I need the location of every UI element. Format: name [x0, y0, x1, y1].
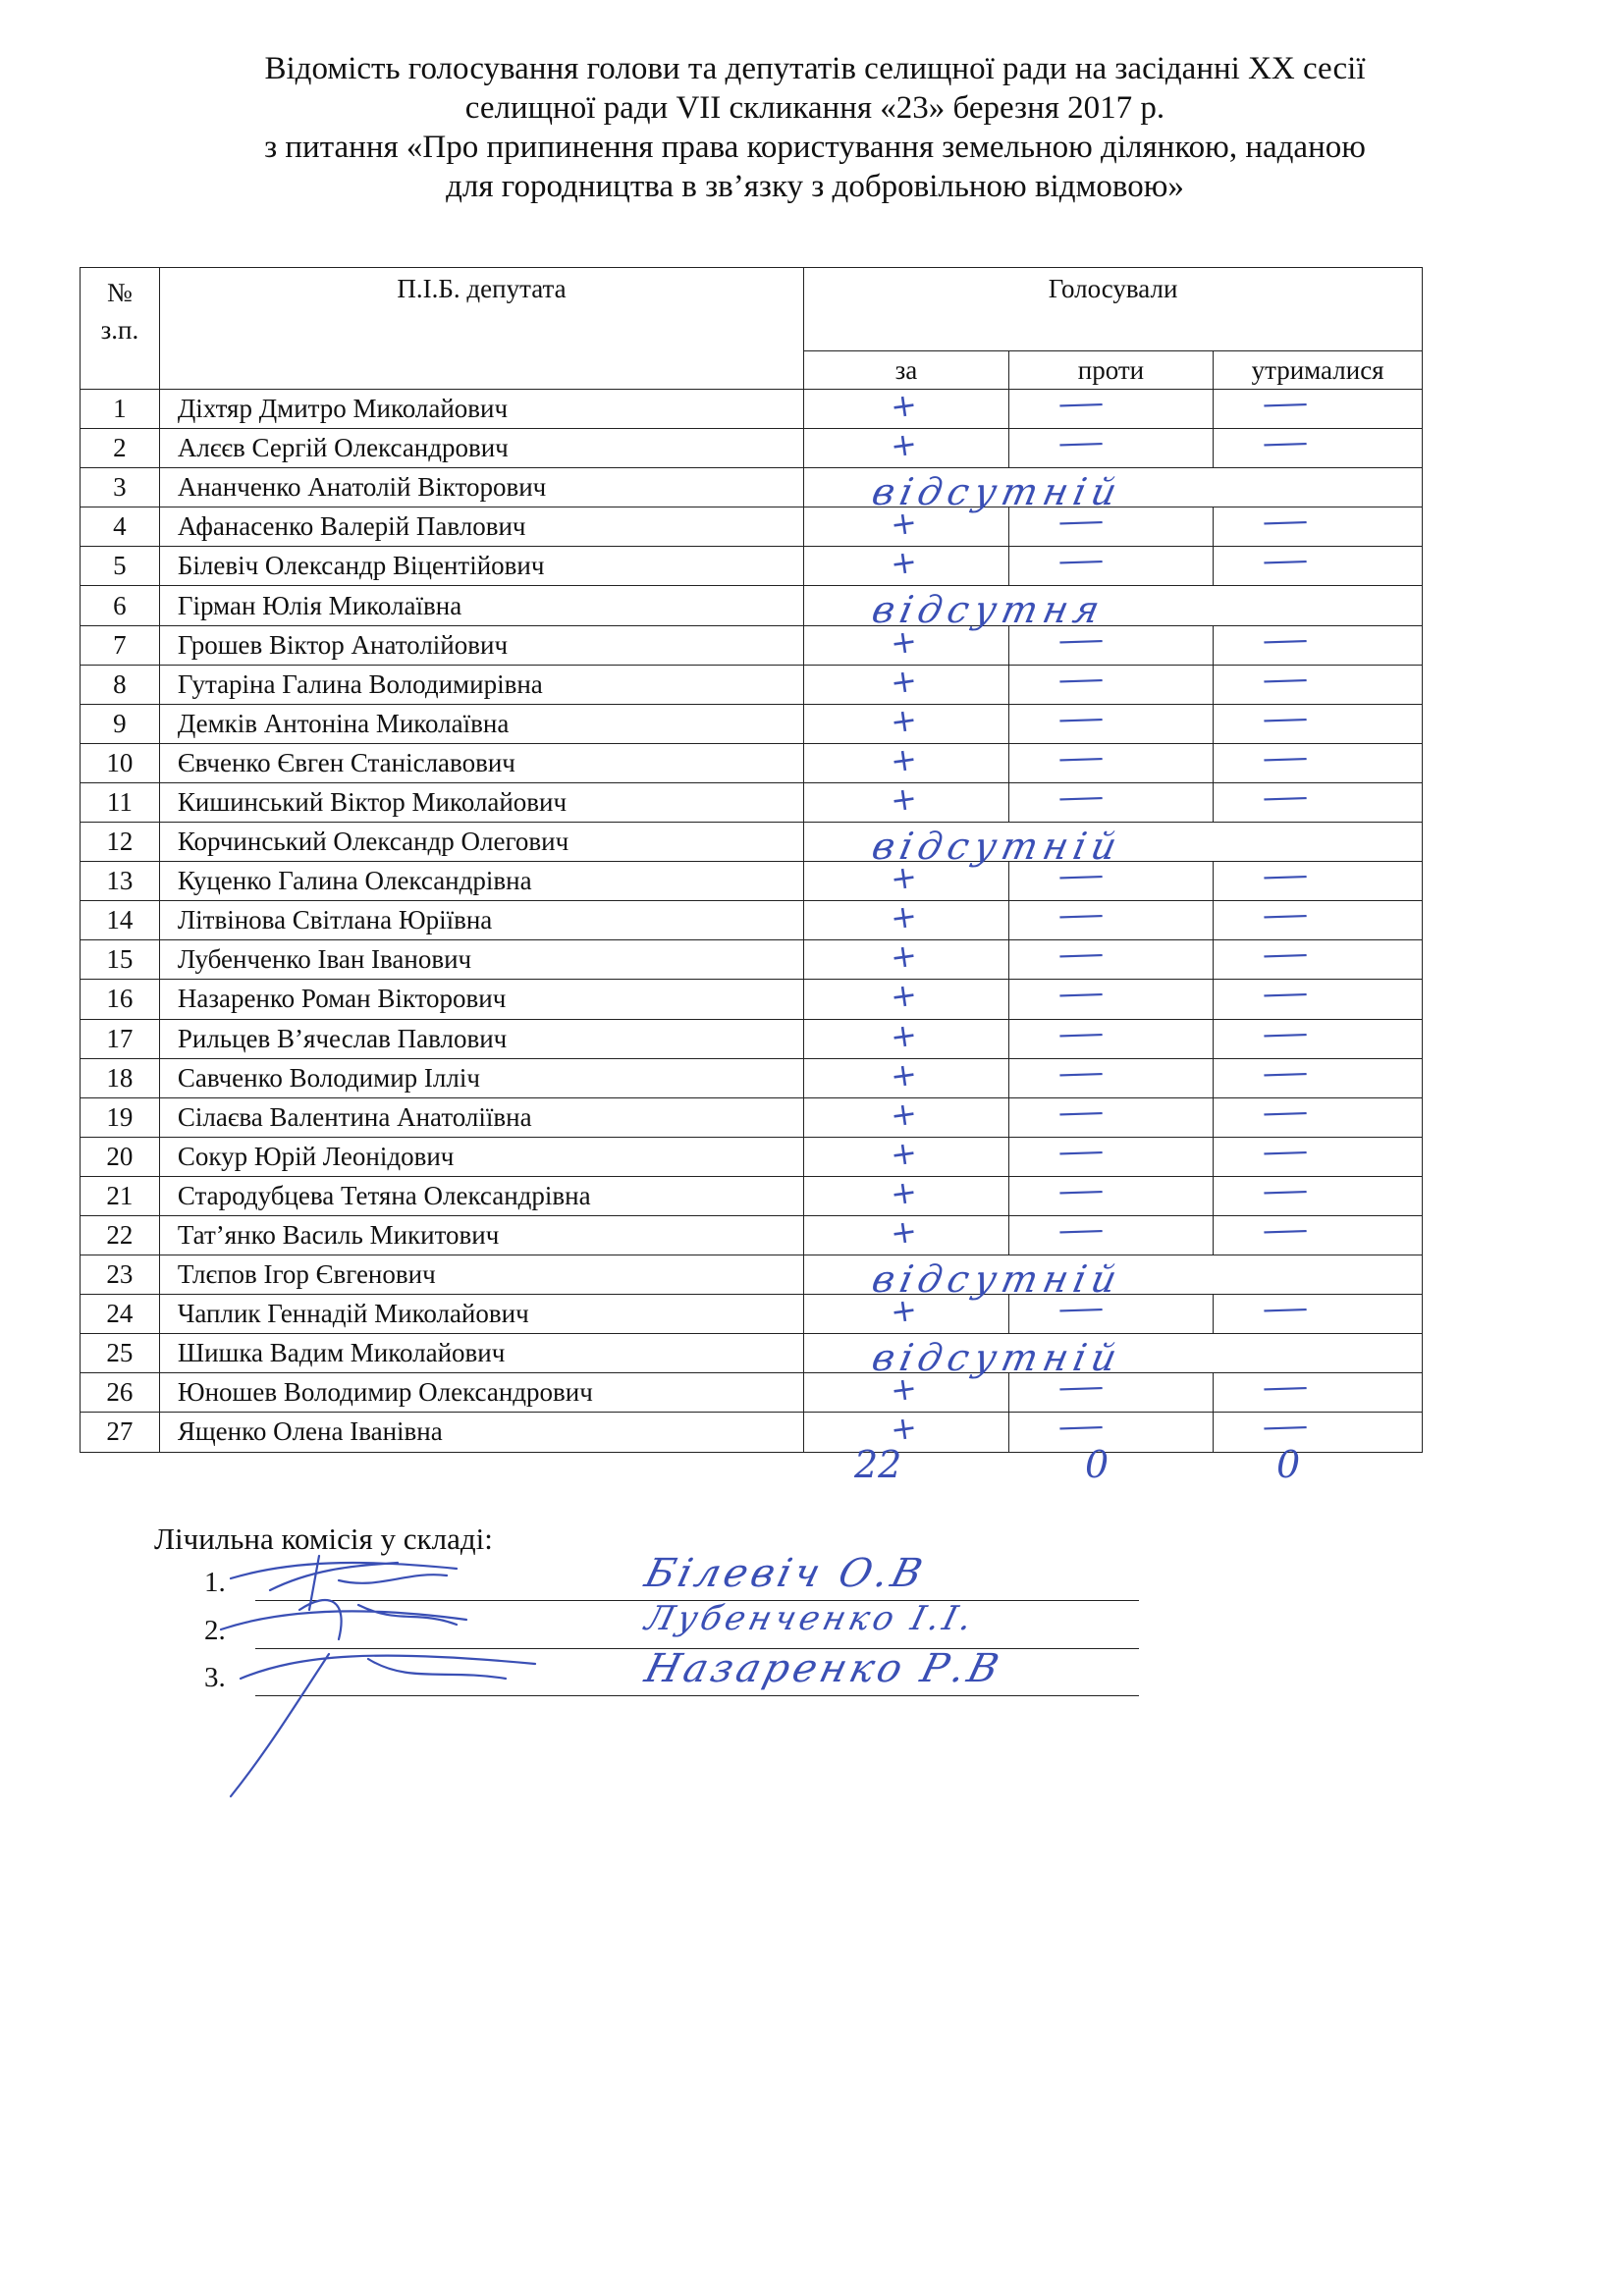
deputy-name: Білевіч Олександр Віцентійович [159, 547, 803, 586]
deputy-name: Афанасенко Валерій Павлович [159, 507, 803, 547]
vote-for-cell [804, 739, 1008, 782]
vote-abstained-cell [1214, 1015, 1423, 1058]
absent-mark: відсутній [868, 825, 1127, 869]
header-for: за [804, 351, 1008, 390]
table-row [81, 1176, 1423, 1215]
deputy-name: Шишка Вадим Миколайович [159, 1334, 803, 1373]
vote-against-mark: — [1056, 661, 1107, 698]
row-number: 20 [81, 1137, 160, 1176]
vote-abstained-cell [1214, 897, 1423, 940]
title-line-4: для городництва в зв’язку з добровільною відмовою» [446, 169, 1184, 204]
member-handwritten-name: Лубенченко І.І. [641, 1599, 981, 1638]
vote-for-cell [804, 935, 1008, 980]
vote-against-mark: — [1056, 386, 1107, 422]
table-row [81, 625, 1423, 665]
absent-cell [804, 823, 1423, 869]
table-row [81, 429, 1423, 468]
vote-for-cell [804, 1094, 1008, 1137]
vote-abstained-cell [1214, 1134, 1423, 1176]
header-abstained: утрималися [1214, 351, 1423, 390]
vote-against-mark: — [1056, 1015, 1107, 1052]
table-row [81, 1058, 1423, 1097]
row-number: 24 [81, 1295, 160, 1334]
vote-against-cell [1008, 425, 1214, 468]
row-number: 8 [81, 665, 160, 704]
vote-for-mark: + [888, 424, 920, 465]
deputy-name: Літвінова Світлана Юріївна [159, 901, 803, 940]
absent-cell [804, 1255, 1423, 1302]
vote-for-mark: + [888, 542, 920, 584]
vote-for-mark: + [888, 1290, 920, 1331]
table-row [81, 782, 1423, 822]
header-name: П.І.Б. депутата [159, 268, 803, 390]
table-row [81, 665, 1423, 704]
row-number: 16 [81, 980, 160, 1019]
vote-against-cell [1008, 1369, 1214, 1413]
row-number: 27 [81, 1413, 160, 1452]
vote-for-mark: + [888, 700, 920, 741]
vote-against-mark: — [1056, 897, 1107, 934]
row-number: 12 [81, 823, 160, 862]
vote-against-cell [1008, 700, 1214, 743]
deputy-name: Кишинський Віктор Миколайович [159, 782, 803, 822]
header-against: проти [1008, 351, 1214, 390]
row-number: 22 [81, 1215, 160, 1255]
table-body [81, 385, 1423, 1453]
member-handwritten-name: Назаренко Р.В [640, 1646, 1007, 1691]
vote-abstained-mark: — [1260, 1173, 1311, 1209]
deputy-name: Тат’янко Василь Микитович [159, 1215, 803, 1255]
vote-for-mark: + [888, 1408, 920, 1450]
vote-for-cell [804, 700, 1008, 743]
table-row [81, 1215, 1423, 1255]
vote-for-cell [804, 1408, 1008, 1452]
table-row [81, 901, 1423, 940]
signature-stroke-2 [221, 1600, 466, 1639]
vote-against-cell [1008, 858, 1214, 901]
row-number: 10 [81, 743, 160, 782]
vote-abstained-mark: — [1260, 1015, 1311, 1052]
row-number: 15 [81, 940, 160, 980]
vote-against-cell [1008, 1094, 1214, 1137]
vote-for-cell [804, 1368, 1008, 1413]
vote-for-cell [804, 975, 1008, 1019]
signature-stroke-1 [231, 1556, 457, 1610]
vote-abstained-cell [1214, 621, 1423, 665]
row-number: 4 [81, 507, 160, 547]
vote-for-cell [804, 385, 1008, 429]
vote-against-mark: — [1056, 504, 1107, 541]
vote-against-mark: — [1056, 858, 1107, 894]
row-number: 19 [81, 1097, 160, 1137]
vote-abstained-mark: — [1260, 976, 1311, 1013]
table-row [81, 940, 1423, 980]
row-number: 23 [81, 1255, 160, 1295]
row-number: 11 [81, 782, 160, 822]
row-number: 7 [81, 625, 160, 665]
table-row [81, 1097, 1423, 1137]
deputy-name: Гірман Юлія Миколаївна [159, 586, 803, 625]
table-row [81, 823, 1423, 862]
vote-for-mark: + [888, 1172, 920, 1213]
vote-for-mark: + [888, 1053, 920, 1095]
vote-abstained-mark: — [1260, 897, 1311, 934]
title-line-3: з питання «Про припинення права користування земельною ділянкою, наданою [264, 130, 1366, 165]
table-row [81, 547, 1423, 586]
vote-abstained-cell [1214, 386, 1423, 429]
vote-for-cell [804, 857, 1008, 901]
table-row [81, 1295, 1423, 1334]
vote-for-mark: + [888, 1368, 920, 1411]
vote-against-mark: — [1056, 936, 1107, 974]
vote-for-mark: + [888, 503, 920, 544]
vote-against-cell [1008, 976, 1214, 1019]
row-number: 2 [81, 429, 160, 468]
header-number [81, 268, 160, 390]
vote-abstained-mark: — [1260, 700, 1311, 737]
vote-abstained-cell [1214, 1212, 1423, 1255]
deputy-name: Куценко Галина Олександрівна [159, 862, 803, 901]
vote-for-mark: + [888, 620, 920, 663]
vote-for-cell [804, 778, 1008, 822]
absent-mark: відсутня [868, 588, 1110, 632]
vote-abstained-mark: — [1260, 425, 1311, 461]
vote-abstained-mark: — [1260, 936, 1311, 974]
vote-against-mark: — [1056, 740, 1107, 776]
table-row [81, 390, 1423, 429]
deputy-name: Сілаєва Валентина Анатоліївна [159, 1097, 803, 1137]
vote-abstained-cell [1214, 1409, 1423, 1452]
vote-abstained-mark: — [1260, 1054, 1311, 1092]
vote-against-mark: — [1056, 1094, 1107, 1131]
absent-mark: відсутній [868, 1336, 1127, 1380]
row-number: 17 [81, 1019, 160, 1058]
absent-cell [804, 586, 1423, 632]
vote-abstained-cell [1214, 936, 1423, 980]
vote-abstained-mark: — [1260, 661, 1311, 698]
vote-against-mark: — [1056, 976, 1107, 1013]
deputy-name: Корчинський Олександр Олегович [159, 823, 803, 862]
vote-abstained-cell [1214, 1054, 1423, 1097]
vote-abstained-cell [1214, 504, 1423, 547]
vote-for-cell [804, 660, 1008, 704]
deputy-name: Ященко Олена Іванівна [159, 1413, 803, 1452]
title-line-1: Відомість голосування голови та депутатів селищної ради на засіданні XX сесії [264, 51, 1366, 86]
deputy-name: Юношев Володимир Олександрович [159, 1373, 803, 1413]
deputy-name: Алєєв Сергій Олександрович [159, 429, 803, 468]
total-for: 22 [854, 1443, 902, 1486]
absent-mark: відсутній [868, 470, 1127, 514]
vote-abstained-cell [1214, 858, 1423, 901]
vote-against-mark: — [1056, 1134, 1107, 1170]
vote-abstained-mark: — [1260, 504, 1311, 541]
vote-against-cell [1008, 661, 1214, 704]
header-voted: Голосували [804, 268, 1423, 351]
vote-against-mark: — [1056, 1054, 1107, 1092]
vote-against-mark: — [1056, 1212, 1107, 1249]
vote-abstained-mark: — [1260, 1212, 1311, 1249]
vote-for-cell [804, 1133, 1008, 1176]
vote-abstained-cell [1214, 425, 1423, 468]
vote-abstained-cell [1214, 661, 1423, 704]
vote-abstained-cell [1214, 740, 1423, 782]
vote-against-mark: — [1056, 1291, 1107, 1327]
vote-for-mark: + [888, 896, 920, 937]
member-number: 3. [204, 1662, 226, 1693]
table-row [81, 862, 1423, 901]
vote-abstained-mark: — [1260, 1134, 1311, 1170]
deputy-name: Гутаріна Галина Володимирівна [159, 665, 803, 704]
row-number: 26 [81, 1373, 160, 1413]
member-handwritten-name: Білевіч О.В [640, 1551, 931, 1596]
vote-against-cell [1008, 897, 1214, 940]
vote-against-mark: — [1056, 1409, 1107, 1446]
row-number: 14 [81, 901, 160, 940]
vote-against-cell [1008, 621, 1214, 665]
row-number: 18 [81, 1058, 160, 1097]
deputy-name: Тлєпов Ігор Євгенович [159, 1255, 803, 1295]
vote-against-mark: — [1056, 1173, 1107, 1209]
table-row [81, 1413, 1423, 1452]
row-number: 5 [81, 547, 160, 586]
vote-against-mark: — [1056, 425, 1107, 461]
vote-for-mark: + [888, 385, 920, 426]
vote-against-cell [1008, 543, 1214, 586]
deputy-name: Савченко Володимир Ілліч [159, 1058, 803, 1097]
vote-abstained-cell [1214, 1094, 1423, 1137]
header-number-line1: № [107, 278, 133, 307]
vote-against-mark: — [1056, 700, 1107, 737]
vote-against-cell [1008, 504, 1214, 547]
row-number: 1 [81, 390, 160, 429]
vote-abstained-cell [1214, 700, 1423, 743]
vote-abstained-mark: — [1260, 740, 1311, 776]
table-row [81, 1334, 1423, 1373]
vote-against-cell [1008, 1291, 1214, 1334]
member-number: 2. [204, 1615, 226, 1646]
vote-abstained-mark: — [1260, 858, 1311, 894]
deputy-name: Діхтяр Дмитро Миколайович [159, 390, 803, 429]
row-number: 3 [81, 468, 160, 507]
vote-abstained-cell [1214, 1369, 1423, 1413]
vote-against-cell [1008, 1015, 1214, 1058]
vote-for-cell [804, 1053, 1008, 1097]
vote-against-cell [1008, 1054, 1214, 1097]
vote-against-mark: — [1056, 621, 1107, 659]
document-title [118, 49, 1512, 206]
vote-abstained-mark: — [1260, 1369, 1311, 1407]
deputy-name: Лубенченко Іван Іванович [159, 940, 803, 980]
deputy-name: Демків Антоніна Миколаївна [159, 704, 803, 743]
vote-for-mark: + [888, 1133, 920, 1174]
vote-abstained-cell [1214, 976, 1423, 1019]
vote-against-cell [1008, 386, 1214, 429]
absent-mark: відсутній [868, 1257, 1127, 1302]
vote-for-cell [804, 1211, 1008, 1255]
vote-against-cell [1008, 1134, 1214, 1176]
deputy-name: Сокур Юрій Леонідович [159, 1137, 803, 1176]
deputy-name: Стародубцева Тетяна Олександрівна [159, 1176, 803, 1215]
signature-stroke-3 [231, 1654, 535, 1796]
vote-for-cell [804, 620, 1008, 665]
deputy-name: Чаплик Геннадій Миколайович [159, 1295, 803, 1334]
vote-for-cell [804, 424, 1008, 468]
vote-for-cell [804, 1172, 1008, 1215]
vote-against-mark: — [1056, 543, 1107, 580]
vote-abstained-cell [1214, 1173, 1423, 1215]
vote-against-mark: — [1056, 1369, 1107, 1407]
deputy-name: Назаренко Роман Вікторович [159, 980, 803, 1019]
vote-against-cell [1008, 1173, 1214, 1215]
vote-abstained-mark: — [1260, 1409, 1311, 1446]
vote-abstained-mark: — [1260, 1291, 1311, 1327]
vote-for-mark: + [888, 660, 920, 702]
vote-abstained-mark: — [1260, 386, 1311, 422]
handwritten-signatures [211, 1551, 565, 1806]
deputy-name: Євченко Євген Станіславович [159, 743, 803, 782]
vote-for-mark: + [888, 1094, 920, 1135]
vote-against-cell [1008, 1409, 1214, 1452]
table-row [81, 1255, 1423, 1295]
table-row [81, 507, 1423, 547]
vote-abstained-mark: — [1260, 543, 1311, 580]
vote-for-mark: + [888, 935, 920, 977]
vote-for-mark: + [888, 1211, 920, 1253]
vote-abstained-cell [1214, 779, 1423, 822]
deputy-name: Рильцев В’ячеслав Павлович [159, 1019, 803, 1058]
table-row [81, 743, 1423, 782]
table-row [81, 1019, 1423, 1058]
absent-cell [804, 1334, 1423, 1380]
vote-abstained-mark: — [1260, 621, 1311, 659]
vote-against-mark: — [1056, 779, 1107, 816]
deputy-name: Грошев Віктор Анатолійович [159, 625, 803, 665]
table-row [81, 980, 1423, 1019]
vote-for-mark: + [888, 975, 920, 1017]
vote-for-cell [804, 503, 1008, 547]
vote-for-cell [804, 1290, 1008, 1334]
vote-abstained-mark: — [1260, 779, 1311, 816]
vote-for-mark: + [888, 1014, 920, 1056]
row-number: 6 [81, 586, 160, 625]
deputy-name: Ананченко Анатолій Вікторович [159, 468, 803, 507]
vote-abstained-mark: — [1260, 1094, 1311, 1131]
absent-cell [804, 468, 1423, 514]
vote-for-cell [804, 896, 1008, 940]
voting-table [80, 267, 1423, 1453]
vote-for-mark: + [888, 739, 920, 780]
row-number: 9 [81, 704, 160, 743]
vote-for-cell [804, 1014, 1008, 1058]
vote-against-cell [1008, 779, 1214, 822]
row-number: 21 [81, 1176, 160, 1215]
vote-abstained-cell [1214, 543, 1423, 586]
row-number: 13 [81, 862, 160, 901]
total-against: 0 [1085, 1443, 1110, 1486]
table-row [81, 468, 1423, 507]
vote-against-cell [1008, 936, 1214, 980]
row-number: 25 [81, 1334, 160, 1373]
total-abstained: 0 [1276, 1443, 1301, 1486]
commission-label: Лічильна комісія у складі: [154, 1522, 493, 1556]
vote-for-mark: + [888, 857, 920, 898]
table-row [81, 586, 1423, 625]
vote-for-cell [804, 542, 1008, 586]
table-row [81, 1137, 1423, 1176]
member-number: 1. [204, 1567, 226, 1598]
table-row [81, 704, 1423, 743]
vote-against-cell [1008, 740, 1214, 782]
title-line-2: селищної ради VII скликання «23» березня 2017 р. [464, 90, 1165, 126]
table-row [81, 1373, 1423, 1413]
vote-for-mark: + [888, 778, 920, 820]
header-number-line2: з.п. [100, 315, 139, 345]
vote-against-cell [1008, 1212, 1214, 1255]
vote-abstained-cell [1214, 1291, 1423, 1334]
